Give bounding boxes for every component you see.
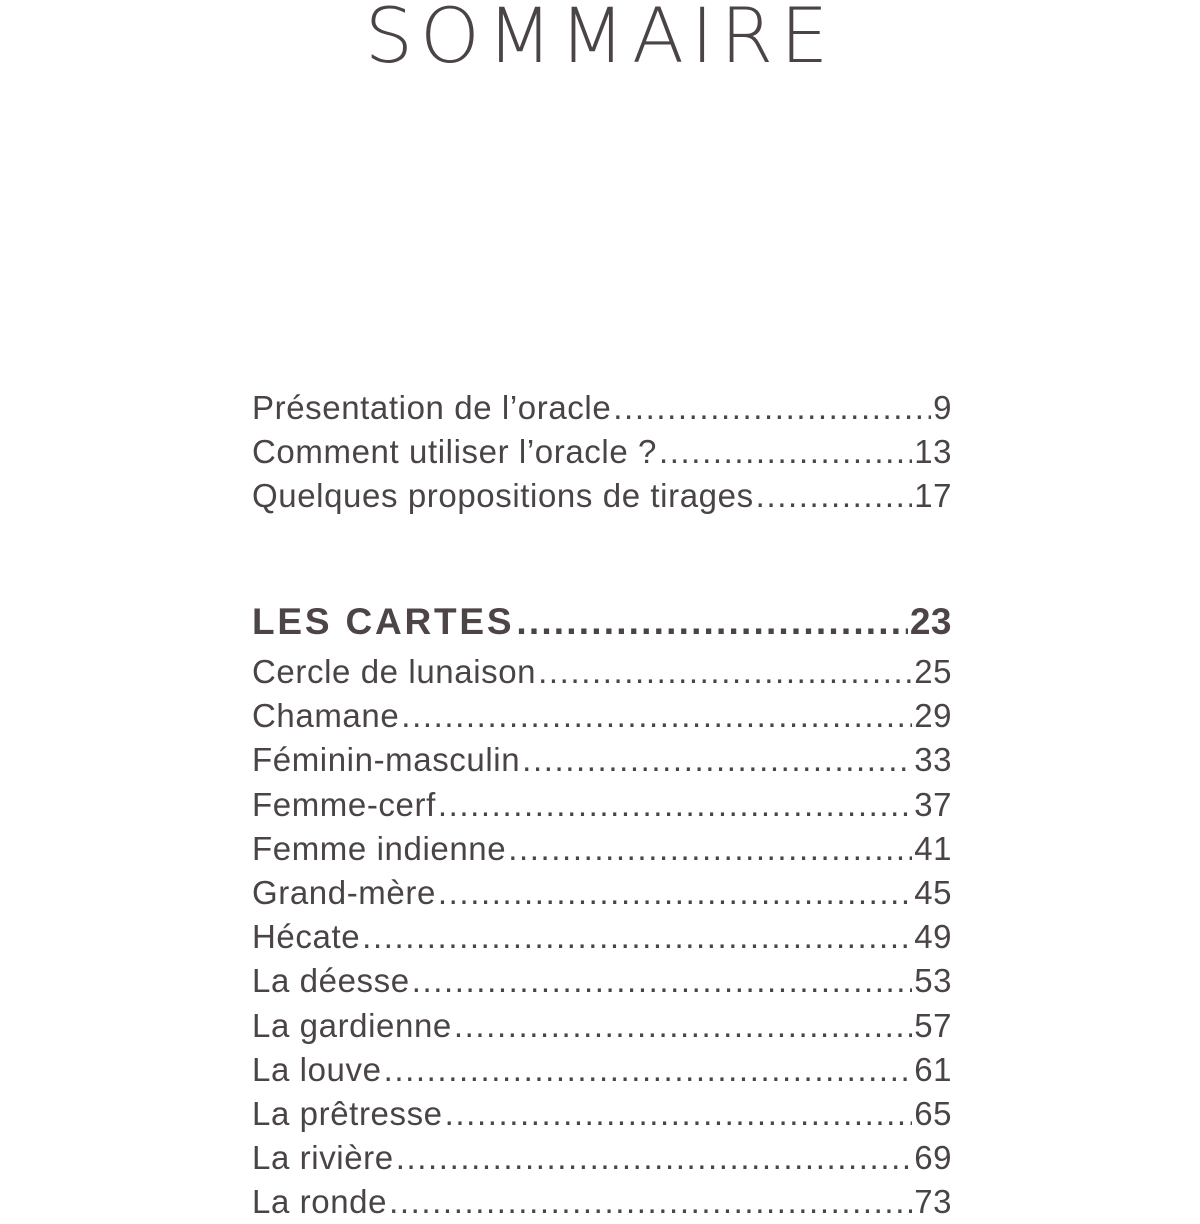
toc-intro-list <box>252 386 952 519</box>
toc-entry[interactable] <box>252 1092 952 1136</box>
page-title: SOMMAIRE <box>364 0 836 80</box>
toc-section-heading[interactable] <box>252 600 952 650</box>
toc-entry-label: Présentation de l’oracle <box>252 389 612 426</box>
toc-entry-label: La gardienne <box>252 1006 452 1044</box>
toc-entry-page: 65 <box>914 1094 952 1132</box>
toc-entry-label: Femme-cerf <box>252 785 436 823</box>
toc-entry-page: 29 <box>914 697 952 735</box>
dot-leader <box>445 1092 913 1136</box>
toc-entry-label: Hécate <box>252 918 361 956</box>
toc-entry-label: Féminin-masculin <box>252 741 521 779</box>
toc-entry[interactable] <box>252 738 952 782</box>
dot-leader <box>659 430 912 474</box>
toc-entry[interactable] <box>252 1136 952 1180</box>
toc-entry[interactable] <box>252 915 952 959</box>
section-page: 23 <box>909 601 952 642</box>
toc-entry-page: 41 <box>914 829 952 867</box>
toc-entry-page: 57 <box>914 1006 952 1044</box>
toc-entry-page: 25 <box>914 653 952 690</box>
toc-entry-label: Femme indienne <box>252 829 507 867</box>
toc-entry-label: Comment utiliser l’oracle ? <box>252 433 657 471</box>
toc-entry-label: Cercle de lunaison <box>252 653 537 690</box>
toc-entry-page: 49 <box>914 918 952 956</box>
toc-entry[interactable] <box>252 1180 952 1224</box>
dot-leader <box>396 1136 913 1180</box>
dot-leader <box>454 1004 912 1048</box>
toc-entry-page: 17 <box>914 477 952 515</box>
section-label: LES CARTES <box>252 601 515 642</box>
dot-leader <box>389 1180 912 1224</box>
toc-entry-page: 69 <box>914 1139 952 1177</box>
dot-leader <box>384 1048 913 1092</box>
toc-entry[interactable] <box>252 474 952 518</box>
toc-entry-page: 9 <box>933 389 952 426</box>
toc-entry-page: 33 <box>914 741 952 779</box>
toc-entry-label: La rivière <box>252 1139 394 1177</box>
toc-entry[interactable] <box>252 827 952 871</box>
dot-leader <box>362 915 912 959</box>
toc-entry-label: La louve <box>252 1050 382 1088</box>
dot-leader <box>538 650 912 694</box>
dot-leader <box>613 386 931 430</box>
toc-entry[interactable] <box>252 650 952 694</box>
toc-entry[interactable] <box>252 430 952 474</box>
toc-entry-label: La ronde <box>252 1183 388 1221</box>
dot-leader <box>438 783 912 827</box>
toc-entry[interactable] <box>252 783 952 827</box>
toc-entry-page: 45 <box>914 873 952 911</box>
toc-entry[interactable] <box>252 871 952 915</box>
toc-entry-page: 73 <box>914 1183 952 1221</box>
dot-leader <box>508 827 912 871</box>
dot-leader <box>516 600 907 644</box>
dot-leader <box>522 738 912 782</box>
toc-entry[interactable] <box>252 1004 952 1048</box>
toc-entry-label: Grand-mère <box>252 873 436 911</box>
dot-leader <box>756 474 913 518</box>
toc-entry[interactable] <box>252 694 952 738</box>
toc-entry-label: Quelques propositions de tirages <box>252 477 754 515</box>
toc-entry-page: 61 <box>914 1050 952 1088</box>
toc-entry[interactable] <box>252 1048 952 1092</box>
dot-leader <box>412 959 913 1003</box>
dot-leader <box>401 694 912 738</box>
dot-leader <box>438 871 912 915</box>
toc-entry-page: 13 <box>914 433 952 471</box>
toc-cards-list <box>252 600 952 1224</box>
toc-entry-label: Chamane <box>252 697 400 735</box>
toc-entry-label: La prêtresse <box>252 1094 443 1132</box>
toc-entry-page: 53 <box>914 962 952 1000</box>
toc-entry[interactable] <box>252 959 952 1003</box>
toc-entry-page: 37 <box>914 785 952 823</box>
toc-entry-label: La déesse <box>252 962 410 1000</box>
toc-entry[interactable] <box>252 386 952 430</box>
